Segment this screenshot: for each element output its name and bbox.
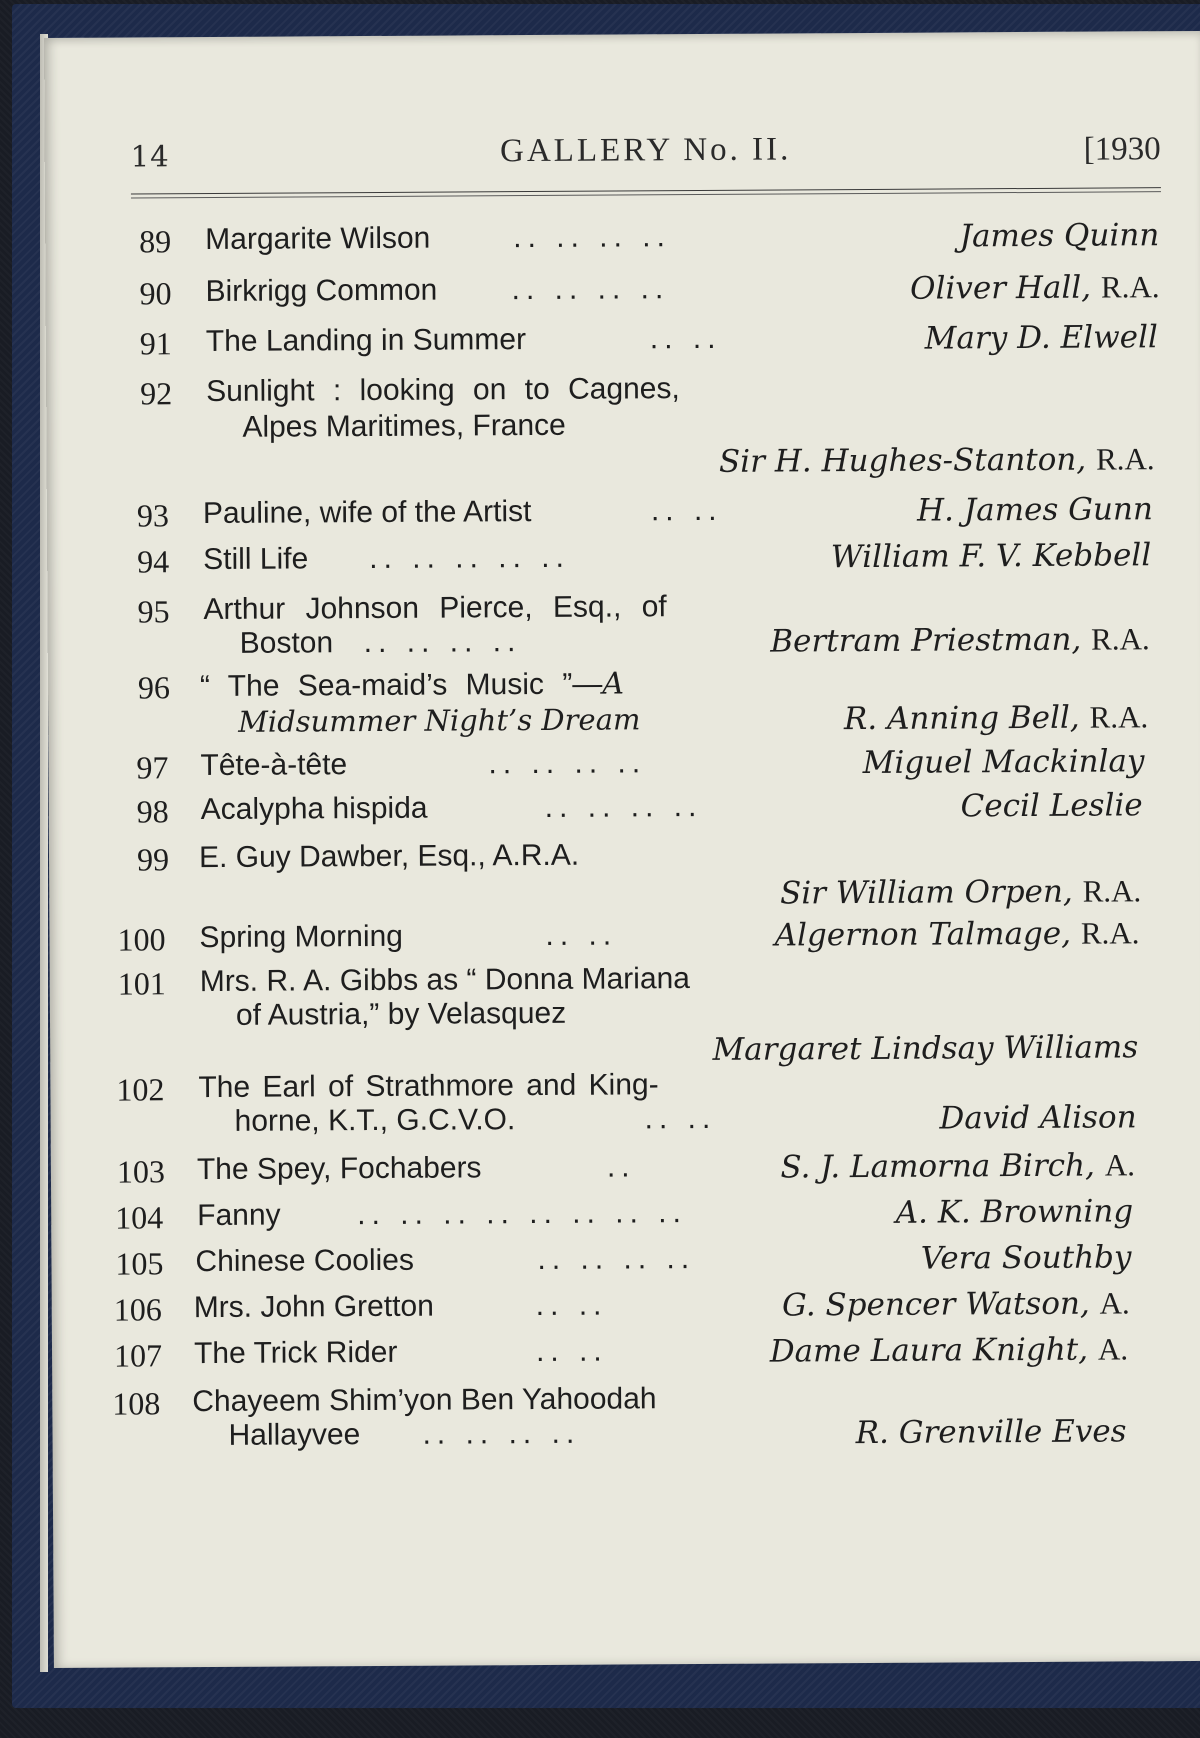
entry-number: 98: [136, 793, 169, 830]
entry-artist: [856, 1413, 1127, 1451]
artist-honour: R.A.: [1082, 873, 1142, 909]
entry-title-line-2: Hallayvee: [228, 1418, 361, 1452]
entry-title: Birkrigg Common: [205, 273, 438, 309]
entry-90: [45, 269, 1200, 312]
artist-name: William F. V. Kebbell: [830, 537, 1152, 576]
artist-name: Algernon Talmage,: [774, 915, 1072, 954]
entry-number: 89: [139, 223, 172, 260]
page-title: GALLERY No. II.: [499, 131, 792, 170]
entry-106: [52, 1285, 1200, 1328]
artist-honour: A.: [1097, 1331, 1129, 1367]
entry-title: Still Life: [203, 542, 309, 577]
entry-title: Chinese Coolies: [195, 1243, 415, 1279]
entry-97: [48, 743, 1200, 786]
entry-title-line-2: Alpes Maritimes, France: [242, 408, 566, 444]
artist-name: Vera Southby: [920, 1239, 1132, 1277]
artist-name: Miguel Mackinlay: [862, 743, 1145, 782]
entry-title-line-1: Arthur Johnson Pierce, Esq., of: [203, 590, 667, 627]
artist-honour: R.A.: [1100, 269, 1160, 305]
entry-title-line-1: Mrs. R. A. Gibbs as “ Donna Mariana: [199, 962, 691, 999]
entry-artist: [896, 1193, 1134, 1230]
entry-artist: [960, 787, 1142, 824]
entry-92: [46, 369, 1200, 480]
entry-95: [47, 587, 1200, 660]
leader-dots: .. .. .. ..: [513, 220, 672, 255]
entry-artist: [863, 743, 1145, 781]
catalogue-page: [44, 31, 1200, 1668]
entry-100: [49, 915, 1200, 958]
leader-dots: .. ..: [644, 1101, 717, 1136]
entry-artist: [925, 319, 1158, 356]
artist-name: Margaret Lindsay Williams: [712, 1029, 1139, 1068]
leader-dots: .. .. .. ..: [363, 625, 522, 660]
entry-artist: [770, 621, 1150, 659]
entry-number: 90: [139, 275, 172, 312]
entry-93: [47, 491, 1200, 534]
artist-name: A. K. Browning: [895, 1193, 1134, 1231]
artist-name: Sir William Orpen,: [779, 873, 1073, 912]
page-year: [1930: [1083, 131, 1161, 168]
entry-artist: [780, 873, 1141, 911]
artist-honour: A.: [1104, 1147, 1136, 1183]
leader-dots: .. .. .. ..: [544, 789, 703, 824]
entry-title-line-2: horne, K.T., G.C.V.O.: [234, 1103, 516, 1138]
catalogue-entries: [44, 31, 1200, 1668]
entry-89: [45, 217, 1200, 260]
entry-number: 99: [136, 841, 170, 878]
entry-artist: [959, 217, 1159, 254]
entry-artist: [844, 699, 1148, 737]
entry-artist: [775, 915, 1140, 953]
entry-artist: [712, 1029, 1138, 1068]
entry-101: [50, 959, 1200, 1068]
entry-number: 104: [115, 1199, 164, 1236]
artist-name: R. Anning Bell,: [843, 699, 1080, 738]
entry-91: [46, 319, 1200, 362]
leader-dots: .. ..: [545, 918, 618, 952]
entry-105: [51, 1239, 1200, 1282]
entry-number: 105: [115, 1245, 164, 1282]
entry-94: [47, 537, 1200, 580]
entry-104: [51, 1193, 1200, 1236]
entry-artist: [719, 441, 1155, 480]
leader-dots: .. ..: [535, 1334, 608, 1369]
artist-name: R. Grenville Eves: [855, 1413, 1127, 1452]
entry-title: Acalypha hispida: [200, 791, 428, 827]
entry-artist: [921, 1239, 1132, 1276]
entry-title: The Spey, Fochabers: [196, 1151, 482, 1187]
entry-artist: [910, 269, 1160, 307]
entry-title-line-1: Chayeem Shim’yon Ben Yahoodah: [192, 1382, 657, 1419]
artist-honour: R.A.: [1091, 621, 1150, 657]
artist-name: Mary D. Elwell: [924, 319, 1158, 357]
artist-name: Cecil Leslie: [960, 787, 1143, 825]
leader-dots: .. .. .. ..: [511, 272, 670, 307]
entry-number: 100: [117, 921, 166, 958]
leader-dots: .. .. .. .. .. .. .. ..: [357, 1196, 688, 1232]
entry-title-line-2: Boston: [239, 626, 334, 660]
leader-dots: ..: [606, 1150, 636, 1184]
page-number: 14: [130, 139, 170, 174]
entry-99: [49, 835, 1200, 912]
leader-dots: .. .. .. .. ..: [369, 540, 570, 576]
entry-number: 101: [117, 965, 166, 1002]
entry-title-line-2: of Austria,” by Velasquez: [235, 996, 567, 1032]
entry-98: [49, 787, 1200, 830]
leader-dots: .. .. .. ..: [537, 1242, 696, 1277]
entry-title: Fanny: [197, 1198, 281, 1233]
artist-name: Bertram Priestman,: [770, 621, 1082, 660]
entry-number: 91: [139, 325, 172, 362]
entry-title: Tête-à-tête: [200, 748, 348, 783]
leader-dots: .. ..: [535, 1288, 608, 1323]
leader-dots: .. ..: [649, 321, 722, 356]
entry-number: 106: [113, 1291, 162, 1328]
artist-name: Sir H. Hughes-Stanton,: [718, 441, 1087, 480]
entry-title-italic: A: [602, 666, 625, 702]
entry-artist: [939, 1099, 1136, 1136]
artist-honour: R.A.: [1095, 441, 1155, 477]
entry-103: [51, 1147, 1200, 1190]
entry-title: Margarite Wilson: [205, 221, 431, 257]
entry-title-line-1: [200, 666, 624, 704]
artist-name: G. Spencer Watson,: [782, 1285, 1090, 1324]
entry-number: 93: [136, 497, 170, 534]
entry-title: Spring Morning: [199, 919, 404, 955]
entry-title: E. Guy Dawber, Esq., A.R.A.: [198, 838, 580, 875]
entry-96: [48, 663, 1200, 739]
artist-honour: R.A.: [1080, 915, 1140, 951]
entry-title-line-2: Midsummer Night’s Dream: [238, 702, 641, 739]
entry-title: Mrs. John Gretton: [193, 1289, 434, 1325]
artist-honour: A.: [1099, 1285, 1130, 1321]
entry-title-line-1: The Earl of Strathmore and King-: [198, 1068, 659, 1105]
entry-number: 108: [112, 1385, 161, 1422]
entry-number: 97: [136, 749, 169, 786]
artist-name: James Quinn: [959, 217, 1160, 255]
entry-number: 92: [140, 375, 173, 412]
entry-107: [52, 1331, 1200, 1374]
artist-name: H. James Gunn: [916, 491, 1154, 529]
entry-artist: [770, 1331, 1128, 1369]
entry-number: 96: [137, 669, 171, 706]
entry-number: 94: [137, 543, 170, 580]
entry-artist: [782, 1285, 1130, 1323]
artist-name: Oliver Hall,: [910, 269, 1092, 307]
leader-dots: .. .. .. ..: [422, 1416, 581, 1451]
entry-title: The Trick Rider: [193, 1335, 398, 1371]
artist-name: Dame Laura Knight,: [769, 1331, 1089, 1370]
entry-title-text: “ The Sea-maid’s Music ”—: [199, 667, 603, 704]
entry-artist: [917, 491, 1153, 528]
artist-name: S. J. Lamorna Birch,: [780, 1147, 1096, 1186]
entry-number: 107: [113, 1337, 163, 1374]
entry-number: 102: [116, 1071, 165, 1108]
leader-dots: .. ..: [650, 493, 723, 528]
artist-honour: R.A.: [1089, 699, 1149, 735]
entry-artist: [831, 537, 1152, 575]
entry-artist: [780, 1147, 1135, 1185]
entry-title-line-1: Sunlight : looking on to Cagnes,: [206, 372, 680, 409]
entry-number: 103: [116, 1153, 166, 1190]
entry-title: Pauline, wife of the Artist: [202, 495, 532, 531]
artist-name: David Alison: [939, 1099, 1137, 1137]
leader-dots: .. .. .. ..: [488, 746, 647, 781]
entry-title: The Landing in Summer: [205, 323, 527, 359]
entry-number: 95: [137, 593, 170, 630]
entry-108: [52, 1379, 1200, 1452]
